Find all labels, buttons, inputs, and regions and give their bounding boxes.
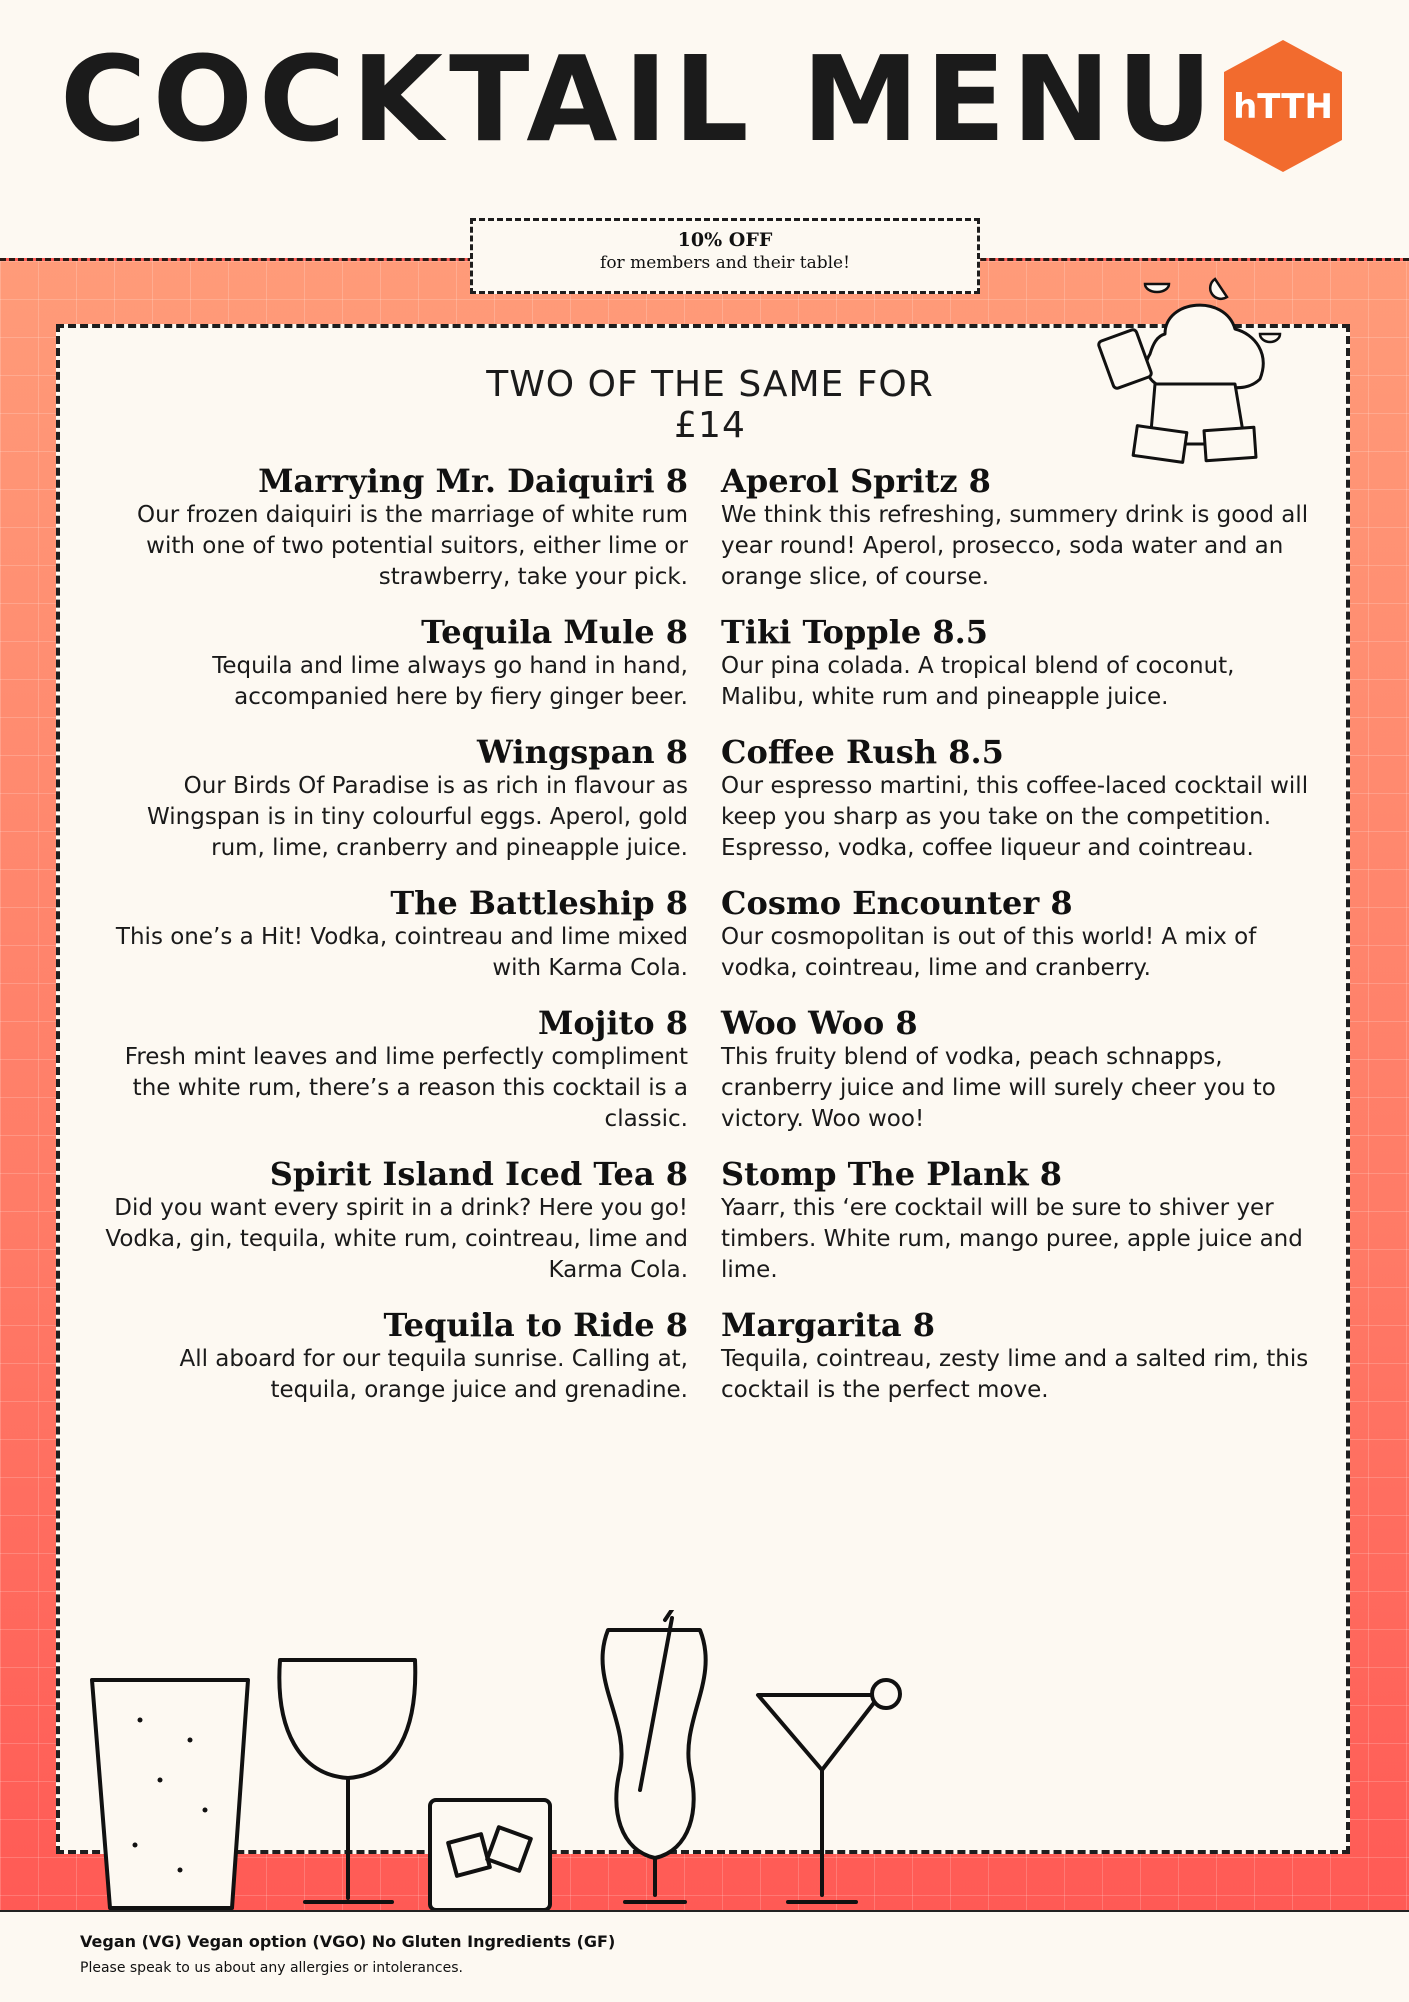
item-description: This one’s a Hit! Vodka, cointreau and lime mixed with Karma Cola. [115,924,688,981]
item-description: Our frozen daiquiri is the marriage of white rum with one of two potential suitors, either lime or strawberry, take your pick. [137,502,688,590]
menu-item [100,462,688,593]
item-description: Our pina colada. A tropical blend of coconut, Malibu, white rum and pineapple juice. [721,653,1235,710]
item-description: Our espresso martini, this coffee-laced cocktail will keep you sharp as you take on the competition. Espresso, vodka, coffee liqueur and cointreau. [721,773,1309,861]
item-description: Fresh mint leaves and lime perfectly compliment the white rum, there’s a reason this cocktail is a classic. [124,1044,688,1132]
page-footer [0,1910,1409,2002]
item-name: Tequila to Ride 8 [383,1306,688,1344]
menu-item [721,1155,1309,1286]
menu-item [721,613,1309,713]
left-menu-column [100,462,688,1426]
item-description: All aboard for our tequila sunrise. Calling at, tequila, orange juice and grenadine. [179,1346,688,1403]
item-description: Our Birds Of Paradise is as rich in flavour as Wingspan is in tiny colourful eggs. Aperol, gold rum, lime, cranberry and pineapple juice. [147,773,688,861]
item-name: Mojito 8 [537,1004,688,1042]
menu-item [100,1306,688,1406]
item-name: Stomp The Plank 8 [721,1155,1062,1193]
menu-title: COCKTAIL MENU [60,30,1219,168]
item-description: We think this refreshing, summery drink is good all year round! Aperol, prosecco, soda water and an orange slice, of course. [721,502,1309,590]
dietary-legend: Vegan (VG) Vegan option (VGO) No Gluten Ingredients (GF) [80,1932,616,1951]
member-offer-box [470,218,980,294]
item-description: Yaarr, this ‘ere cocktail will be sure to shiver yer timbers. White rum, mango puree, apple juice and lime. [721,1195,1303,1283]
menu-item [100,613,688,713]
item-name: Cosmo Encounter 8 [721,884,1073,922]
menu-item [100,884,688,984]
item-description: Tequila and lime always go hand in hand, accompanied here by fiery ginger beer. [212,653,688,710]
menu-item [721,733,1309,864]
item-name: The Battleship 8 [390,884,688,922]
offer-detail: for members and their table! [600,253,850,273]
item-name: Wingspan 8 [477,733,688,771]
offer-headline: 10% OFF [677,229,773,251]
menu-item [100,1155,688,1286]
item-name: Coffee Rush 8.5 [721,733,1004,771]
item-description: Our cosmopolitan is out of this world! A mix of vodka, cointreau, lime and cranberry. [721,924,1257,981]
item-name: Marrying Mr. Daiquiri 8 [258,462,688,500]
item-name: Tiki Topple 8.5 [721,613,988,651]
item-name: Aperol Spritz 8 [721,462,991,500]
allergy-note: Please speak to us about any allergies or intolerances. [80,1960,463,1976]
item-name: Spirit Island Iced Tea 8 [269,1155,688,1193]
menu-item [100,733,688,864]
item-name: Margarita 8 [721,1306,936,1344]
menu-item [721,1004,1309,1135]
item-description: This fruity blend of vodka, peach schnapps, cranberry juice and lime will surely cheer you to victory. Woo woo! [721,1044,1276,1132]
right-menu-column [721,462,1309,1426]
svg-text:hTTH: hTTH [1233,87,1333,127]
item-description: Tequila, cointreau, zesty lime and a salted rim, this cocktail is the perfect move. [721,1346,1309,1403]
menu-item [721,1306,1309,1406]
brand-logo [1218,36,1348,176]
deal-subheading: TWO OF THE SAME FOR £14 [486,364,934,446]
menu-item [721,462,1309,593]
item-name: Tequila Mule 8 [421,613,688,651]
item-description: Did you want every spirit in a drink? Here you go! Vodka, gin, tequila, white rum, cointreau, lime and Karma Cola. [105,1195,688,1283]
menu-item [100,1004,688,1135]
glassware-illustration [80,1610,1240,1910]
bartender-illustration [1095,274,1295,494]
item-name: Woo Woo 8 [721,1004,918,1042]
menu-item [721,884,1309,984]
